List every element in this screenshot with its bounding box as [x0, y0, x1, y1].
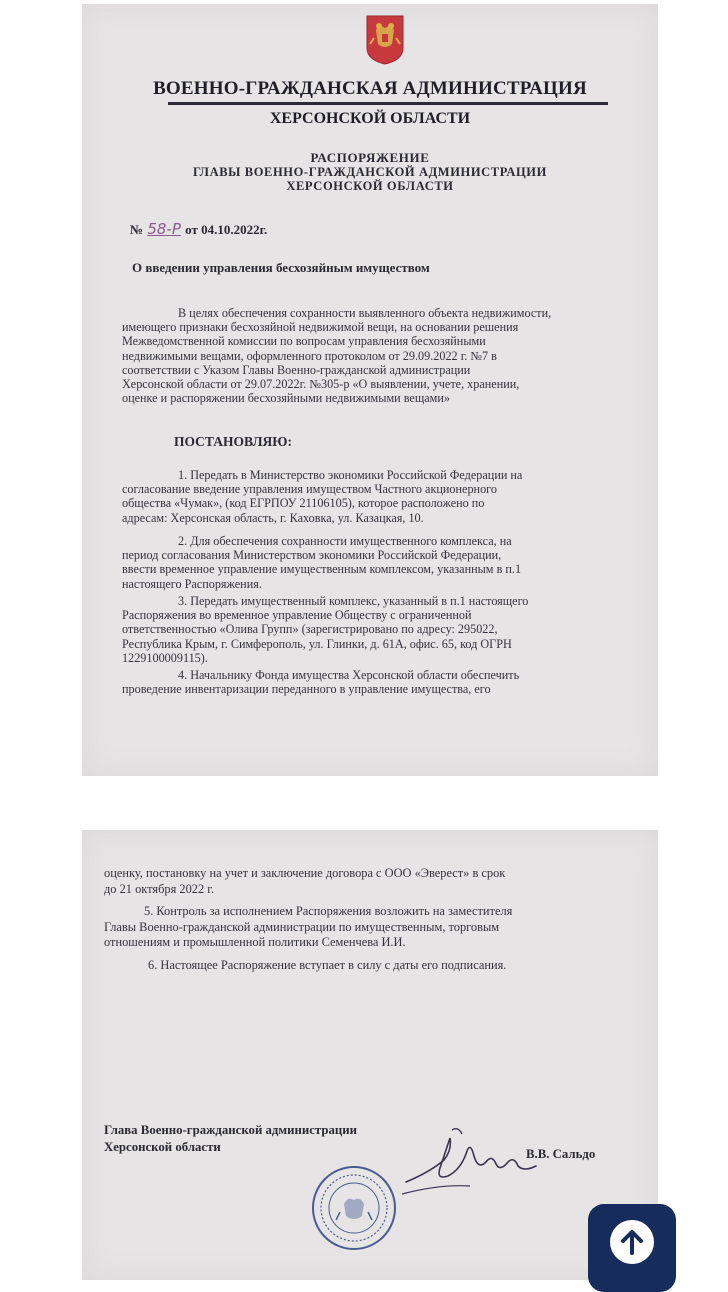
text-line: 2. Для обеспечения сохранности имущественного комплекса, на [178, 534, 512, 548]
document-page-2 [82, 830, 658, 1280]
item-4-continuation [104, 866, 650, 897]
document-page-1 [82, 4, 658, 776]
text-line: ответственностью «Олива Групп» (зарегистрировано по адресу: 295022, [122, 622, 498, 637]
handwritten-number: 58-Р [147, 220, 181, 238]
header-divider [168, 102, 608, 105]
item-5 [104, 904, 650, 951]
item-3 [122, 594, 636, 665]
scroll-to-top-button[interactable] [588, 1204, 676, 1292]
round-seal-icon [310, 1164, 398, 1252]
text-line: период согласования Министерством экономики Российской Федерации, [122, 548, 502, 563]
item-2 [122, 534, 636, 591]
document-subtitle-1: ГЛАВЫ ВОЕННО-ГРАЖДАНСКОЙ АДМИНИСТРАЦИИ [193, 165, 547, 179]
signatory-title-line-1: Глава Военно-гражданской администрации [104, 1123, 357, 1137]
text-line: соответствии с Указом Главы Военно-гражданской администрации [122, 362, 471, 377]
text-line: 1229100009115). [122, 650, 208, 665]
text-line: Республика Крым, г. Симферополь, ул. Глинки, д. 61А, офис. 65, код ОГРН [122, 636, 512, 651]
document-subtitle-2: ХЕРСОНСКОЙ ОБЛАСТИ [286, 179, 454, 193]
text-line: Межведомственной комиссии по вопросам управления бесхозяйными [122, 334, 486, 349]
document-number [130, 220, 267, 238]
text-line: оценке и распоряжении бесхозяйными недвижимыми вещами» [122, 391, 450, 406]
text-line: проведение инвентаризации переданного в управление имущества, его [122, 682, 491, 697]
text-line: 5. Контроль за исполнением Распоряжения возложить на заместителя [144, 904, 513, 918]
signatory-title [104, 1122, 357, 1156]
text-line: имеющего признаки бесхозяйной недвижимой вещи, на основании решения [122, 320, 519, 335]
text-line: Главы Военно-гражданской администрации по имущественным, торговым [104, 919, 500, 934]
text-line: В целях обеспечения сохранности выявленного объекта недвижимости, [178, 306, 552, 320]
item-4 [122, 668, 636, 696]
signatory-title-line-2: Херсонской области [104, 1140, 221, 1154]
document-type: РАСПОРЯЖЕНИЕ [310, 150, 430, 165]
item-1 [122, 468, 636, 525]
resolve-heading: ПОСТАНОВЛЯЮ: [174, 434, 292, 449]
text-line: общества «Чумак», (код ЕГРПОУ 21106105), которое расположено по [122, 496, 485, 511]
text-line: до 21 октября 2022 г. [104, 881, 215, 896]
organization-name: ВОЕННО-ГРАЖДАНСКАЯ АДМИНИСТРАЦИЯ [153, 78, 587, 99]
signatory-name: В.В. Сальдо [526, 1147, 596, 1161]
document-subject: О введении управления бесхозяйным имуществом [132, 260, 430, 275]
text-line: настоящего Распоряжения. [122, 576, 262, 591]
text-line: Распоряжения во временное управление Обществу с ограниченной [122, 608, 472, 623]
text-line: 1. Передать в Министерство экономики Российской Федерации на [178, 468, 523, 482]
text-line: адресам: Херсонская область, г. Каховка, ул. Казацкая, 10. [122, 510, 424, 525]
text-line: согласование введение управления имуществом Частного акционерного [122, 482, 497, 497]
organization-region: ХЕРСОНСКОЙ ОБЛАСТИ [269, 110, 471, 127]
number-sign: № [130, 222, 144, 237]
text-line: недвижимыми вещами, оформленного протоколом от 29.09.2022 г. №7 в [122, 348, 497, 363]
arrow-up-circle-icon [609, 1219, 655, 1265]
text-line: 4. Начальнику Фонда имущества Херсонской области обеспечить [178, 668, 520, 682]
text-line: 3. Передать имущественный комплекс, указанный в п.1 настоящего [178, 594, 529, 608]
item-6 [104, 958, 650, 974]
preamble-paragraph [122, 306, 636, 405]
text-line: 6. Настоящее Распоряжение вступает в силу с даты его подписания. [148, 958, 507, 972]
document-date: от 04.10.2022г. [185, 222, 268, 237]
handwritten-signature [400, 1120, 542, 1200]
text-line: отношениям и промышленной политики Семенчева И.И. [104, 935, 406, 950]
text-line: Херсонской области от 29.07.2022г. №305-р «О выявлении, учете, хранении, [122, 377, 520, 392]
coat-of-arms-icon [365, 14, 405, 66]
text-line: ввести временное управление имущественным комплексом, указанным в п.1 [122, 562, 522, 577]
text-line: оценку, постановку на учет и заключение договора с ООО «Эверест» в срок [104, 866, 506, 880]
